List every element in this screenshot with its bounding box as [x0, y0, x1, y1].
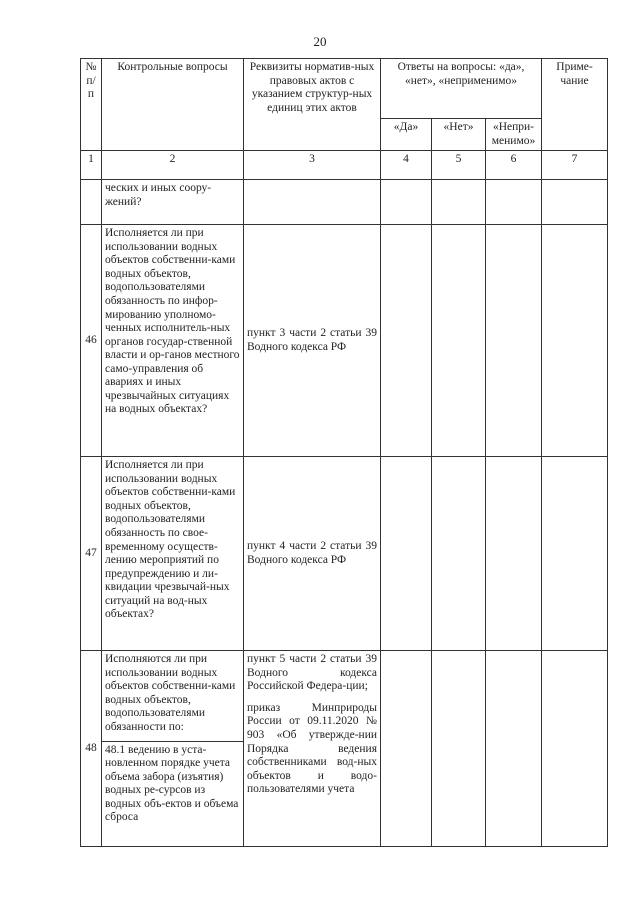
sub-question-text: 48.1 ведению в уста-новленном порядке учета объема забора (изъятия) водных ре-сурсов из водных объ-ектов и объема сброса: [102, 741, 243, 825]
header-requisites: Реквизиты норматив-ных правовых актов с указанием структур-ных единиц этих актов: [244, 59, 381, 151]
answer-yes-cell[interactable]: [381, 457, 432, 651]
table-row: [81, 180, 608, 225]
requisite-cell: пункт 4 части 2 статьи 39 Водного кодекса РФ: [244, 457, 381, 651]
header-answers: Ответы на вопросы: «да», «нет», «неприменимо»: [381, 59, 542, 119]
header-note: Приме-чание: [542, 59, 608, 151]
answer-no-cell[interactable]: [432, 651, 486, 847]
requisite-text: пункт 5 части 2 статьи 39 Водного кодекса Российской Федера-ции;: [247, 653, 377, 693]
note-cell[interactable]: [542, 180, 608, 225]
question-cell: Исполняется ли при использовании водных объектов собственни-ками водных объектов, водопользователями обязанность по инфор-мированию уполномо-ченных исполнитель-ных органов государ-ственной власти и ор-ганов местного само-управления об авариях и иных чрезвычайных ситуациях на водных объектах?: [102, 225, 244, 457]
requisite-text-2: приказ Минприроды России от 09.11.2020 № 903 «Об утвержде-нии Порядка ведения собственниками вод-ных объектов и водо-пользователями учета: [247, 701, 377, 796]
requisite-cell: [244, 651, 381, 847]
table-row: [81, 457, 608, 651]
answer-no-cell[interactable]: [432, 180, 486, 225]
table-row: [81, 651, 608, 847]
question-cell: Исполняется ли при использовании водных объектов собственни-ками водных объектов, водопользователями обязанность по свое-временному осуществ-лению мероприятий по предупреждению и ли-квидации чрезвычай-ных ситуаций на вод-ных объектах?: [102, 457, 244, 651]
requisite-cell: [244, 180, 381, 225]
checklist-table: [80, 58, 608, 847]
answer-na-cell[interactable]: [486, 225, 542, 457]
col-number: 7: [542, 151, 608, 180]
row-num: [81, 180, 102, 225]
page-number: 20: [313, 34, 327, 49]
header-yes: «Да»: [381, 119, 432, 151]
header-na: «Непри-менимо»: [486, 119, 542, 151]
row-num: 47: [81, 457, 102, 651]
col-number: 4: [381, 151, 432, 180]
answer-yes-cell[interactable]: [381, 180, 432, 225]
row-num: 46: [81, 225, 102, 457]
col-number: 6: [486, 151, 542, 180]
answer-na-cell[interactable]: [486, 180, 542, 225]
question-text: Исполняются ли при использовании водных объектов собственни-ками водных объектов, водопользователями обязанности по:: [105, 653, 236, 733]
answer-na-cell[interactable]: [486, 651, 542, 847]
col-number: 5: [432, 151, 486, 180]
answer-yes-cell[interactable]: [381, 651, 432, 847]
note-cell[interactable]: [542, 225, 608, 457]
answer-yes-cell[interactable]: [381, 225, 432, 457]
answer-no-cell[interactable]: [432, 457, 486, 651]
col-number: 2: [102, 151, 244, 180]
note-cell[interactable]: [542, 651, 608, 847]
row-num: 48: [81, 651, 102, 847]
question-cell: [102, 651, 244, 847]
col-number: 1: [81, 151, 102, 180]
requisite-cell: пункт 3 части 2 статьи 39 Водного кодекса РФ: [244, 225, 381, 457]
answer-na-cell[interactable]: [486, 457, 542, 651]
note-cell[interactable]: [542, 457, 608, 651]
header-no: «Нет»: [432, 119, 486, 151]
col-number: 3: [244, 151, 381, 180]
table-row: [81, 225, 608, 457]
header-num: № п/п: [81, 59, 102, 151]
question-cell: ческих и иных соору-жений?: [102, 180, 244, 225]
answer-no-cell[interactable]: [432, 225, 486, 457]
header-questions: Контрольные вопросы: [102, 59, 244, 151]
